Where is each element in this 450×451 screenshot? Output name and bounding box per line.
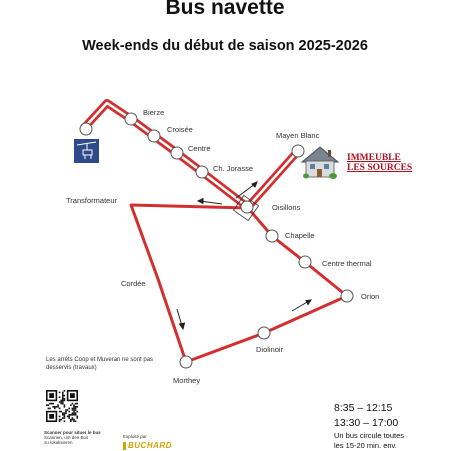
stop-label-oisillons: Oisillons [272,203,301,212]
qr-caption-line3: zu lokalisieren [44,440,73,445]
stop-marker-croisee[interactable] [148,130,160,142]
stop-label-thermal: Centre thermal [322,259,372,268]
stop-marker-mayen[interactable] [292,145,304,157]
service-note: Les arrêts Coop et Muveran ne sont pas desservis (travaux) [46,357,154,371]
schedule-morning: 8:35 – 12:15 [334,402,393,414]
stop-label-croisee: Croisée [167,125,193,134]
operator-logo-mark [123,442,126,450]
building-label-line1: IMMEUBLE [347,153,401,163]
route-line-loop [131,205,347,362]
stop-label-bierze: Bierze [143,108,165,117]
schedule-info-1: Un bus circule toutes [334,431,405,440]
stop-marker-orion[interactable] [341,290,353,302]
house-icon [302,147,338,179]
stop-label-transformateur: Transformateur [66,196,117,205]
operator-brand: BUCHARD [128,441,172,450]
stop-marker-start[interactable] [80,123,92,135]
schedule-info-2: les 15-20 min. env. [334,441,397,450]
page-title: Bus navette [165,0,285,19]
stop-label-mayen: Mayen Blanc [276,131,320,140]
operator-label: Exploité par [123,434,147,439]
route-line-mayen-inner [248,151,298,207]
stop-label-jorasse: Ch. Jorasse [213,164,254,173]
stop-marker-chapelle[interactable] [266,230,278,242]
stop-marker-oisillons[interactable] [241,201,253,213]
building-label-line2: LES SOURCES [347,163,413,173]
stop-label-diolinoir: Diolinoir [256,345,284,354]
direction-arrow-up-right [292,300,311,311]
page-subtitle: Week-ends du début de saison 2025-2026 [82,38,368,54]
qr-caption-line1: Scanner pour situer le bus [44,430,101,435]
ski-lift-icon [74,139,99,163]
schedule-box [334,401,404,451]
stop-marker-thermal[interactable] [299,256,311,268]
qr-code-icon[interactable] [45,389,79,423]
stop-marker-morthey[interactable] [180,356,192,368]
stop-marker-jorasse[interactable] [196,166,208,178]
stop-marker-bierze[interactable] [125,113,137,125]
building-label[interactable] [347,153,412,173]
stop-label-centre: Centre [188,144,211,153]
stop-marker-diolinoir[interactable] [258,327,270,339]
stop-label-cordee: Cordée [121,279,146,288]
direction-arrow-west [198,199,222,205]
schedule-afternoon: 13:30 – 17:00 [334,417,399,429]
stop-label-morthey: Morthey [173,376,201,385]
direction-arrow-down [177,309,185,329]
stop-label-orion: Orion [361,292,380,301]
route-line-upper-outer [84,103,245,205]
qr-caption-line2: Scannen, um den Bus [44,435,89,440]
stop-marker-centre[interactable] [171,147,183,159]
stop-label-chapelle: Chapelle [285,231,315,240]
qr-caption [44,430,114,445]
